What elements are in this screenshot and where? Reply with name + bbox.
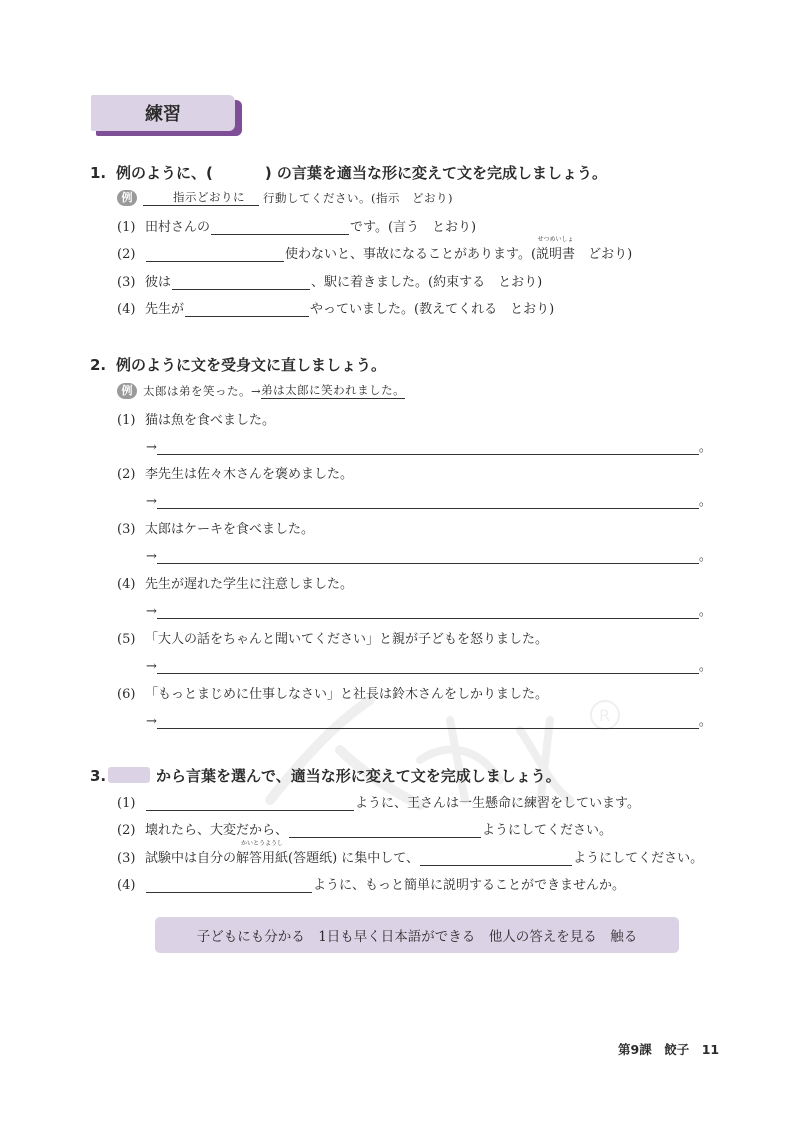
answer-blank[interactable]	[157, 604, 699, 619]
example-badge: 例	[117, 190, 137, 206]
answer-blank[interactable]	[157, 659, 699, 674]
ruby-base: 説明書	[536, 247, 576, 262]
item-text: 「大人の話をちゃんと聞いてください」と親が子どもを怒りました。	[145, 632, 549, 647]
period: 。	[698, 549, 712, 564]
answer-blank[interactable]	[185, 302, 309, 317]
q1-example-answer: 指示どおりに	[143, 189, 259, 206]
period: 。	[698, 494, 712, 509]
item-post: ようにしてください。	[482, 823, 613, 838]
item-label: (2)	[117, 823, 136, 838]
q2-answer-line-5	[146, 655, 712, 674]
item-text: 李先生は佐々木さんを褒めました。	[145, 467, 354, 482]
item-label: (4)	[117, 577, 136, 592]
answer-blank[interactable]	[289, 823, 481, 838]
word-choice-box: 子どもにも分かる 1日も早く日本語ができる 他人の答えを見る 触る	[155, 917, 679, 953]
q3-item-4	[117, 874, 625, 893]
item-label: (3)	[117, 522, 136, 537]
item-pre: 壊れたら、大変だから、	[145, 823, 289, 838]
answer-blank[interactable]	[420, 851, 572, 866]
q2-item-3	[117, 518, 314, 537]
period: 。	[698, 604, 712, 619]
q2-example-answer: 弟は太郎に笑われました。	[261, 383, 406, 397]
answer-blank[interactable]	[157, 549, 699, 564]
answer-blank[interactable]	[157, 494, 699, 509]
item-label: (2)	[117, 247, 136, 262]
answer-blank[interactable]	[157, 714, 699, 729]
arrow: →	[146, 494, 157, 509]
item-post: やっていました。(教えてくれる とおり)	[310, 302, 555, 317]
item-post2: どおり)	[575, 247, 633, 262]
period: 。	[698, 714, 712, 729]
q2-answer-line-4	[146, 600, 712, 619]
answer-blank[interactable]	[172, 275, 310, 290]
arrow: →	[146, 604, 157, 619]
q2-answer-line-3	[146, 545, 712, 564]
svg-text:R: R	[599, 706, 611, 725]
item-label: (1)	[117, 220, 136, 235]
item-label: (5)	[117, 632, 136, 647]
q2-item-6	[117, 683, 548, 702]
q2-item-2	[117, 463, 353, 482]
item-mid: (答題纸) に集中して、	[288, 851, 420, 866]
q1-heading	[90, 162, 607, 183]
ruby-reading: かいとうようし	[241, 840, 284, 847]
item-label: (4)	[117, 878, 136, 893]
period: 。	[698, 659, 712, 674]
q2-answer-line-2	[146, 490, 712, 509]
q2-text: 例のように文を受身文に直しましょう。	[116, 356, 387, 374]
q3-item-1	[117, 792, 640, 811]
item-text: 「もっとまじめに仕事しなさい」と社長は鈴木さんをしかりました。	[145, 687, 549, 702]
q3-wordbox-marker	[108, 767, 150, 783]
q3-heading	[90, 765, 561, 786]
q1-item-1	[117, 216, 476, 235]
q3-number: 3.	[90, 767, 107, 785]
q1-text-a: 例のように、(	[116, 164, 213, 182]
answer-blank[interactable]	[146, 878, 312, 893]
item-post: ように、もっと簡単に説明することができませんか。	[313, 878, 626, 893]
q2-answer-line-6	[146, 710, 712, 729]
ruby-word	[536, 236, 576, 262]
q1-item-4	[117, 298, 554, 317]
answer-blank[interactable]	[146, 796, 354, 811]
q3-item-3	[117, 840, 704, 866]
page-title: 練習	[91, 95, 235, 131]
q2-item-5	[117, 628, 548, 647]
q1-number: 1.	[90, 164, 107, 182]
q2-answer-line-1	[146, 436, 712, 455]
page-footer: 第9課 餃子 11	[618, 1042, 720, 1057]
item-label: (1)	[117, 413, 136, 428]
item-post: 使わないと、事故になることがあります。(	[285, 247, 537, 262]
period: 。	[698, 440, 712, 455]
item-label: (6)	[117, 687, 136, 702]
q2-item-1	[117, 409, 275, 428]
item-text: 猫は魚を食べました。	[145, 413, 276, 428]
q2-heading	[90, 354, 386, 375]
answer-blank[interactable]	[211, 220, 349, 235]
q1-item-3	[117, 271, 542, 290]
item-label: (1)	[117, 796, 136, 811]
q1-item-2	[117, 236, 633, 262]
item-post: 、駅に着きました。(約束する とおり)	[311, 275, 543, 290]
q2-number: 2.	[90, 356, 107, 374]
item-post: です。(言う とおり)	[350, 220, 477, 235]
q1-example	[117, 189, 453, 206]
ruby-reading: せつめいしょ	[537, 236, 574, 243]
q2-example	[117, 382, 405, 399]
answer-blank[interactable]	[146, 247, 284, 262]
arrow: →	[146, 549, 157, 564]
q2-example-sentence: 太郎は弟を笑った。→	[143, 384, 262, 398]
item-pre: 彼は	[145, 275, 172, 290]
item-label: (3)	[117, 275, 136, 290]
answer-blank[interactable]	[157, 440, 699, 455]
ruby-base: 解答用紙	[236, 851, 289, 866]
q1-text-b: ) の言葉を適当な形に変えて文を完成しましょう。	[264, 164, 607, 182]
arrow: →	[146, 659, 157, 674]
q2-item-4	[117, 573, 353, 592]
item-post: ように、王さんは一生懸命に練習をしています。	[355, 796, 640, 811]
item-pre: 先生が	[145, 302, 185, 317]
ruby-word	[236, 840, 289, 866]
item-label: (4)	[117, 302, 136, 317]
example-badge: 例	[117, 383, 137, 399]
arrow: →	[146, 440, 157, 455]
item-pre: 試験中は自分の	[145, 851, 237, 866]
q3-item-2	[117, 819, 612, 838]
arrow: →	[146, 714, 157, 729]
item-text: 先生が遅れた学生に注意しました。	[145, 577, 354, 592]
item-post: ようにしてください。	[573, 851, 704, 866]
item-text: 太郎はケーキを食べました。	[145, 522, 315, 537]
q1-example-rest: 行動してください。(指示 どおり)	[263, 191, 453, 205]
item-label: (3)	[117, 851, 136, 866]
item-pre: 田村さんの	[145, 220, 211, 235]
item-label: (2)	[117, 467, 136, 482]
q3-text: から言葉を選んで、適当な形に変えて文を完成しましょう。	[156, 767, 561, 785]
